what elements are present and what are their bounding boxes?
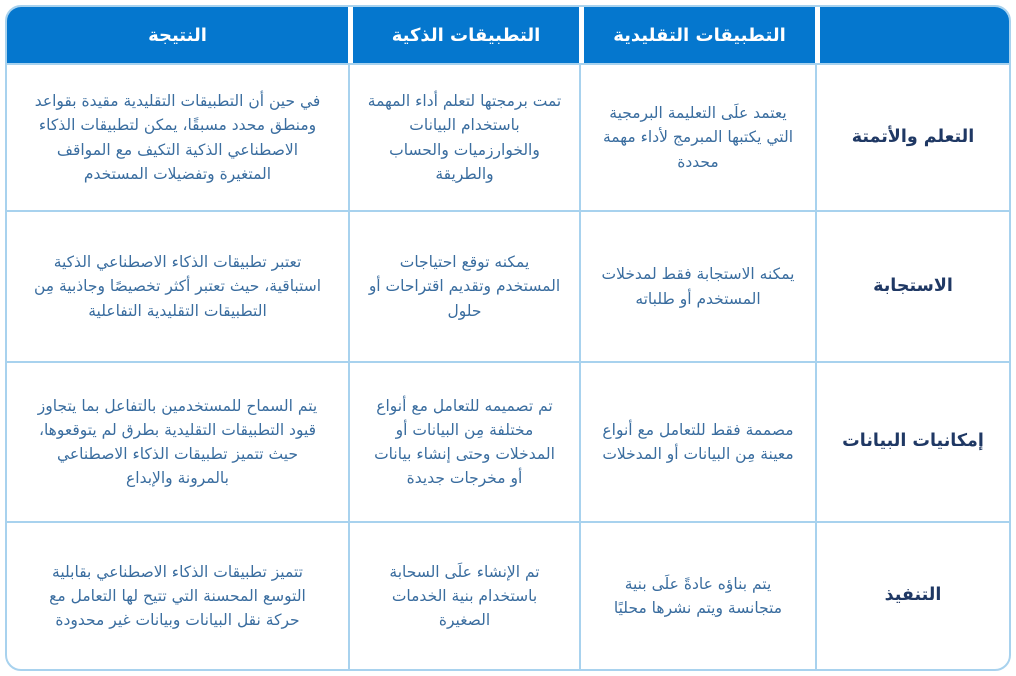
row-label-responsiveness: الاستجابة <box>815 210 1009 361</box>
cell-responsiveness-traditional: يمكنه الاستجابة فقط لمدخلات المستخدم أو طلباته <box>579 210 815 361</box>
cell-responsiveness-smart: يمكنه توقع احتياجات المستخدم وتقديم اقتراحات أو حلول <box>348 210 579 361</box>
comparison-table-grid <box>7 7 1009 669</box>
row-label-implementation: التنفيذ <box>815 521 1009 669</box>
cell-implementation-smart: تم الإنشاء علَى السحابة باستخدام بنية الخدمات الصغيرة <box>348 521 579 669</box>
row-label-data-capabilities: إمكانيات البيانات <box>815 361 1009 521</box>
cell-implementation-result: تتميز تطبيقات الذكاء الاصطناعي بقابلية التوسع المحسنة التي تتيح لها التعامل مع حركة نقل البيانات وبيانات غير محدودة <box>7 521 348 669</box>
cell-data-smart: تم تصميمه للتعامل مع أنواع مختلفة مِن البيانات أو المدخلات وحتى إنشاء بيانات أو مخرجات جديدة <box>348 361 579 521</box>
header-traditional-apps: التطبيقات التقليدية <box>579 7 815 63</box>
row-label-learning-automation: التعلم والأتمتة <box>815 63 1009 210</box>
cell-learning-smart: تمت برمجتها لتعلم أداء المهمة باستخدام البيانات والخوارزميات والحساب والطريقة <box>348 63 579 210</box>
cell-data-traditional: مصممة فقط للتعامل مع أنواع معينة مِن البيانات أو المدخلات <box>579 361 815 521</box>
cell-responsiveness-result: تعتبر تطبيقات الذكاء الاصطناعي الذكية استباقية، حيث تعتبر أكثر تخصيصًا وجاذبية مِن التطبيقات التقليدية التفاعلية <box>7 210 348 361</box>
header-result: النتيجة <box>7 7 348 63</box>
header-corner-cell <box>815 7 1009 63</box>
cell-learning-result: في حين أن التطبيقات التقليدية مقيدة بقواعد ومنطق محدد مسبقًا، يمكن لتطبيقات الذكاء الاصطناعي الذكية التكيف مع المواقف المتغيرة وتفضيلات المستخدم <box>7 63 348 210</box>
cell-implementation-traditional: يتم بناؤه عادةً علَى بنية متجانسة ويتم نشرها محليًا <box>579 521 815 669</box>
header-smart-apps: التطبيقات الذكية <box>348 7 579 63</box>
cell-learning-traditional: يعتمد علَى التعليمة البرمجية التي يكتبها المبرمج لأداء مهمة محددة <box>579 63 815 210</box>
cell-data-result: يتم السماح للمستخدمين بالتفاعل بما يتجاوز قيود التطبيقات التقليدية بطرق لم يتوقعوها، حيث تتميز تطبيقات الذكاء الاصطناعي بالمرونة والإبداع <box>7 361 348 521</box>
comparison-table <box>5 5 1011 671</box>
